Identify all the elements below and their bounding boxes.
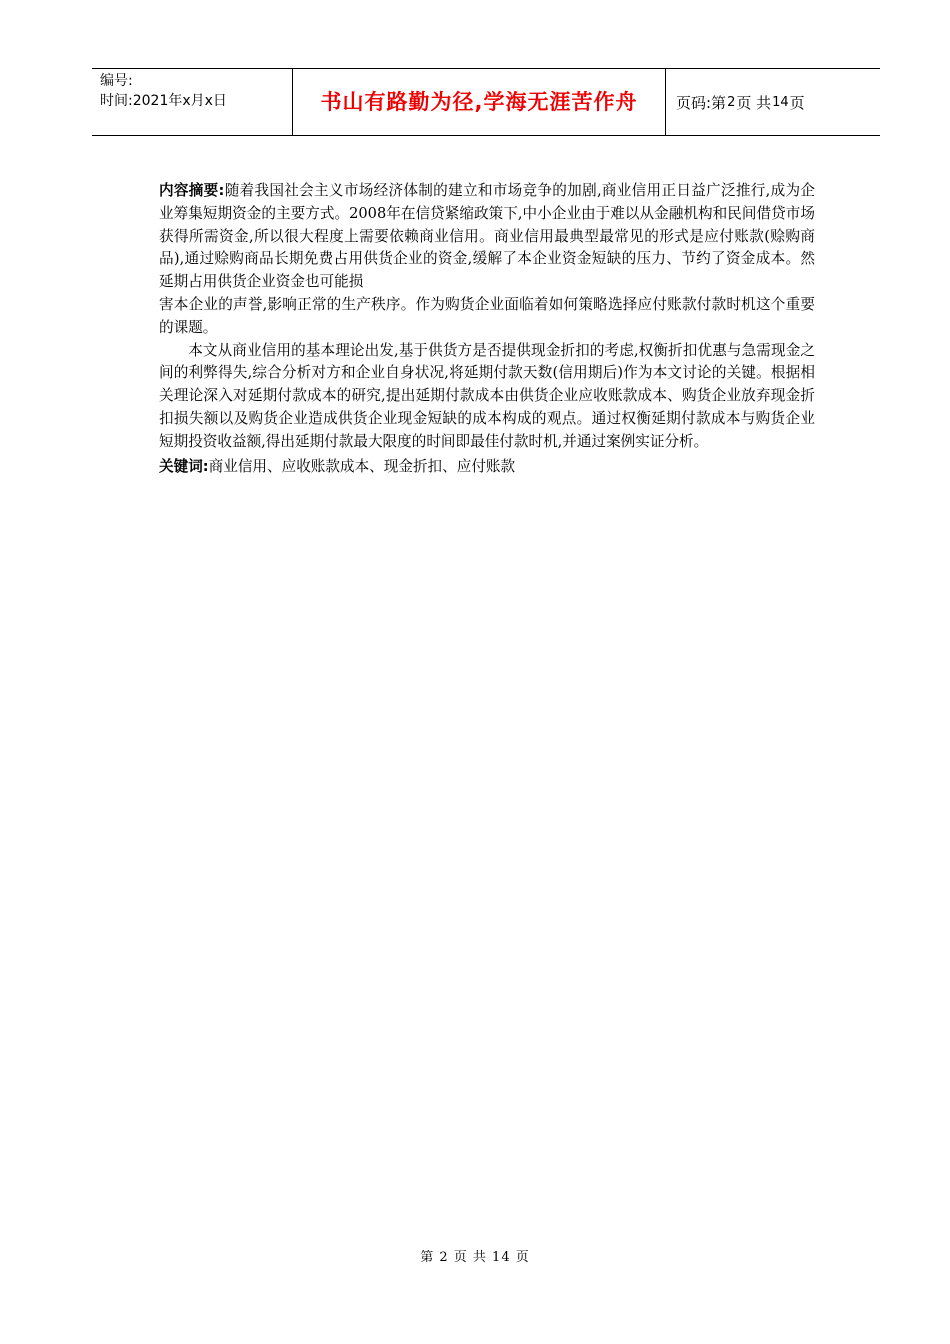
abstract-label: 内容摘要: <box>159 182 225 199</box>
page-label: 页码:第 <box>676 93 727 112</box>
page-total: 14 <box>772 94 789 110</box>
page-current: 2 <box>727 94 736 110</box>
header-page-info <box>666 69 880 135</box>
header-meta <box>92 69 293 135</box>
page-header <box>92 68 880 136</box>
keywords-label: 关键词: <box>159 457 209 475</box>
document-time-label: 时间:2021年x月x日 <box>100 93 227 109</box>
header-motto: 书山有路勤为径,学海无涯苦作舟 <box>293 69 666 135</box>
abstract-paragraph-2: 本文从商业信用的基本理论出发,基于供货方是否提供现金折扣的考虑,权衡折扣优惠与急需现金之间的利弊得失,综合分析对方和企业自身状况,将延期付款天数(信用期后)作为本文讨论的关键。根据相关理论深入对延期付款成本的研究,提出延期付款成本由供货企业应收账款成本、购货企业放弃现金折扣损失额以及购货企业造成供货企业现金短缺的成本构成的观点。通过权衡延期付款成本与购货企业短期投资收益额,得出延期付款最大限度的时间即最佳付款时机,并通过案例实证分析。 <box>159 341 815 450</box>
keywords-text: 商业信用、应收账款成本、现金折扣、应付账款 <box>208 457 516 475</box>
keywords-line <box>159 456 815 479</box>
page-end-label: 页 <box>789 93 805 112</box>
document-body <box>159 180 815 478</box>
page-mid-label: 页 共 <box>736 93 772 112</box>
abstract-paragraph-1b: 害本企业的声誉,影响正常的生产秩序。作为购货企业面临着如何策略选择应付账款付款时机这个重要的课题。 <box>159 295 815 336</box>
document-number-label: 编号: <box>100 73 133 89</box>
page-footer: 第 2 页 共 14 页 <box>420 1250 530 1265</box>
abstract-text-1a: 随着我国社会主义市场经济体制的建立和市场竞争的加剧,商业信用正日益广泛推行,成为企业筹集短期资金的主要方式。2008年在信贷紧缩政策下,中小企业由于难以从金融机构和民间借贷市场获得所需资金,所以很大程度上需要依赖商业信用。商业信用最典型最常见的形式是应付账款(赊购商品),通过赊购商品长期免费占用供货企业的资金,缓解了本企业资金短缺的压力、节约了资金成本。然延期占用供货企业资金也可能损 <box>159 182 815 291</box>
abstract-paragraph-1a <box>159 180 815 294</box>
